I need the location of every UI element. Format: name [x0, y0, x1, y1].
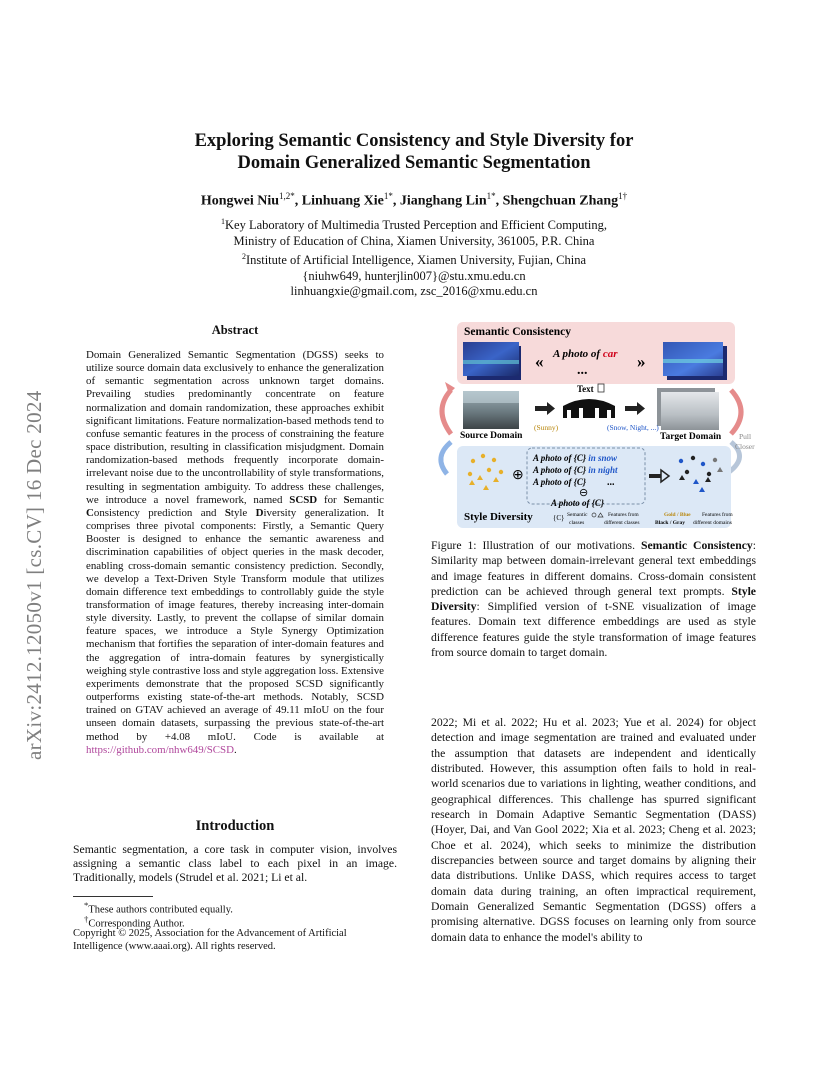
map-highlight: [463, 360, 519, 364]
chevron-left-icon: «: [535, 352, 544, 371]
arxiv-identifier: arXiv:2412.12050v1 [cs.CV] 16 Dec 2024: [22, 390, 46, 760]
style-diversity-label: Style Diversity: [464, 511, 533, 523]
red-curve-arrow: [442, 390, 451, 434]
abstract-text: onsistency prediction and: [93, 506, 225, 519]
figure-1: [431, 322, 755, 528]
plus-icon: ⊕: [512, 468, 524, 483]
legend-black-gray: Black / Gray: [655, 520, 685, 526]
pull-closer-label: Pull: [739, 432, 752, 441]
target-domain-image: [661, 392, 719, 430]
author-name: Linhuang Xie: [301, 193, 384, 209]
arrow-body: [649, 474, 661, 478]
author-sup: 1*: [486, 191, 496, 201]
bridge-gap: [607, 410, 611, 418]
source-domain-label: Source Domain: [460, 431, 523, 441]
footnote-text: Corresponding Author.: [88, 918, 185, 930]
copyright-notice: Copyright © 2025, Association for the Advancement of Artificial Intelligence (www.aaai.org). All rights reserved.: [73, 928, 347, 952]
sunny-label: (Sunny): [534, 423, 559, 432]
code-link[interactable]: https://github.com/nhw649/SCSD: [86, 743, 234, 756]
right-arrow-icon: [637, 402, 645, 415]
author-sup: 1†: [618, 191, 628, 201]
author-list: Hongwei Niu$^{1,2*}$, Linhuang Xie$^{1*}$, Jianghang Lin$^{1*}$, Shengchuan Zhang$^{1\dagger}$: [200, 191, 628, 209]
footnote-mark: †: [84, 914, 89, 924]
abstract-text: emantic: [349, 493, 384, 506]
right-arrow-icon: [547, 402, 555, 415]
prompt-ellipsis: ...: [607, 477, 615, 488]
figure-1-svg: [431, 322, 755, 528]
footnote-mark: *: [84, 900, 89, 910]
caption-text: : Similarity map between domain-irrelevant general text embeddings and image features in different domains. Cross-domain consistent prediction can be achieved through general text prompts.: [431, 539, 756, 598]
introduction-text: Semantic segmentation, a core task in computer vision, involves assigning a semantic class label to each pixel in an image. Traditionally, models (Strudel et al. 2021; Li et al.: [73, 843, 397, 885]
prompt-snow: A photo of {C} in snow: [533, 453, 618, 463]
caption-label: Figure 1: Illustration of our motivations.: [431, 539, 641, 552]
legend-gold-blue: Gold / Blue: [664, 512, 691, 518]
prompt-text: A photo of car: [553, 348, 618, 360]
author-name: Hongwei Niu: [200, 193, 279, 209]
legend-features: Features from: [608, 512, 639, 518]
abstract-text: for: [317, 493, 344, 506]
author-sup: 1*: [383, 191, 393, 201]
footnote-rule: [73, 896, 153, 897]
source-sky: [463, 391, 519, 403]
author-sup: 1,2*: [279, 191, 295, 201]
prompt-ellipsis: ...: [577, 363, 588, 378]
affil-sup: 2: [241, 252, 246, 262]
prompt-base: A photo of {C}: [533, 477, 587, 487]
bridge-gap: [567, 410, 571, 418]
caption-text: : Simplified version of t-SNE visualization of image features. Domain text difference embeddings are used as style difference features guide the style transformation of image features from source domain to target domain.: [431, 600, 756, 660]
legend-domains: different domains: [693, 520, 732, 526]
abstract-body: [86, 349, 384, 757]
legend-semantic: Semantic: [567, 512, 588, 518]
abstract-heading: Abstract: [211, 323, 259, 337]
caption-bold: Semantic Consistency: [640, 539, 753, 552]
abstract-text: tyle: [230, 506, 256, 519]
source-similarity-map: [463, 342, 519, 376]
legend-classes: classes: [569, 520, 585, 526]
legend-c: {C}: [553, 514, 565, 522]
caption-bold: Style Diversity: [431, 584, 756, 614]
title-line-1: Exploring Semantic Consistency and Style Diversity for: [194, 131, 634, 151]
paper-title: [0, 130, 828, 174]
pull-closer-label: Closer: [735, 442, 755, 451]
bridge-gap: [595, 408, 599, 418]
bridge-gap: [579, 408, 583, 418]
arrow-body: [535, 406, 547, 411]
document-icon: [598, 384, 604, 392]
red-curve-arrow: [731, 390, 741, 434]
map-highlight: [663, 359, 723, 363]
introduction-heading: Introduction: [195, 818, 275, 834]
email-line: {niuhw649, hunterjlin007}@stu.xmu.edu.cn: [302, 268, 526, 283]
abstract-bold: SCSD: [289, 493, 318, 506]
text-label: Text: [577, 384, 594, 394]
affil-sup: 1: [221, 217, 225, 226]
figure-caption: [431, 538, 756, 660]
blue-curve-arrow: [441, 442, 451, 474]
abstract-bold: D: [255, 506, 264, 519]
minus-icon: ⊖: [579, 487, 589, 499]
snow-night-label: (Snow, Night, ...): [607, 423, 659, 432]
prompt-base: A photo of {C}: [551, 498, 605, 508]
title-line-2: Domain Generalized Semantic Segmentation: [237, 153, 591, 173]
author-name: Jianghang Lin: [399, 193, 487, 209]
chevron-right-icon: »: [637, 352, 646, 371]
author-name: Shengchuan Zhang: [502, 193, 619, 209]
target-domain-label: Target Domain: [660, 432, 722, 442]
footnote-text: These authors contributed equally.: [88, 904, 233, 916]
arrow-body: [625, 406, 637, 411]
right-column-text: 2022; Mi et al. 2022; Hu et al. 2023; Yue et al. 2024) for object detection and image segmentation are trained and evaluated under the assumption that datasets are independent and identically distributed. However, this assumption often fails to hold in real-world scenarios due to variations in lighting, weather conditions, and geographical differences. This challenge has spurred significant research in Domain Adaptive Semantic Segmentation (DASS) (Hoyer, Dai, and Van Gool 2022; Xia et al. 2023; Cheng et al. 2023; Choe et al. 2024), which seeks to minimize the distribution discrepancies between source and target domains by aligning their data distributions. Unlike DASS, which requires access to target domain data during training, an often impractical requirement, Domain Generalized Semantic Segmentation (DGSS) offers a promising alternative. DGSS focuses on learning only from source domain data to enhance the model's ability to: [431, 716, 756, 944]
abstract-text: .: [233, 743, 237, 756]
abstract-bold: C: [86, 506, 94, 519]
legend-features: different classes: [604, 520, 640, 526]
semantic-consistency-label: Semantic Consistency: [464, 326, 572, 338]
affil-line: Institute of Artificial Intelligence, Xiamen University, Fujian, China: [245, 253, 587, 268]
affil-line: Key Laboratory of Multimedia Trusted Perception and Efficient Computing,: [225, 218, 607, 233]
email-line: linhuangxie@gmail.com, zsc_2016@xmu.edu.cn: [290, 284, 538, 299]
prompt-night: A photo of {C} in night: [533, 465, 618, 475]
legend-features: Features from: [702, 512, 733, 518]
abstract-bold: S: [343, 493, 350, 506]
affiliations: [0, 214, 828, 300]
abstract-text: iversity generalization. It comprises three pivotal components: Firstly, a Semantic Query Booster is designed to enhance the semantic awareness and discrimination capabilities of object queries in the mask decoder, enabling cross-domain semantic consistency prediction. Secondly, we develop a Text-Driven Style Transform module that utilizes domain difference text embeddings to controllably guide the style transformation of image features, thereby increasing inter-domain style diversity. Lastly, to prevent the collapse of similar domain feature spaces, we introduce a Style Synergy Optimization mechanism that fortifies the separation of inter-domain features and the aggregation of intra-domain features by synergistically weighing style contrastive loss and style aggregation loss. Extensive experiments demonstrate that the proposed SCSD significantly outperforms existing state-of-the-art methods. Notably, SCSD trained on GTAV achieved an average of 49.11 mIoU on the four unseen domain datasets, surpassing the previous state-of-the-art method by +4.08 mIoU. Code is available at: [86, 506, 384, 743]
abstract-bold: S: [224, 506, 231, 519]
abstract-text: Domain Generalized Semantic Segmentation (DGSS) seeks to utilize source domain data exclusively to enhance the generalization of semantic segmentation across unknown target domains. Prevailing studies predominantly concentrate on feature normalization and domain randomization, these approaches exhibit significant limitations. Feature normalization-based methods tend to confuse semantic features in the process of constraining the feature space distribution, resulting in classification misjudgment. Domain randomization-based methods frequently incorporate domain-irrelevant noise due to the uncontrollability of style transformations, resulting in segmentation ambiguity. To address these challenges, we introduce a novel framework, named: [86, 349, 384, 506]
affil-line: Ministry of Education of China, Xiamen University, 361005, P.R. China: [233, 233, 595, 248]
